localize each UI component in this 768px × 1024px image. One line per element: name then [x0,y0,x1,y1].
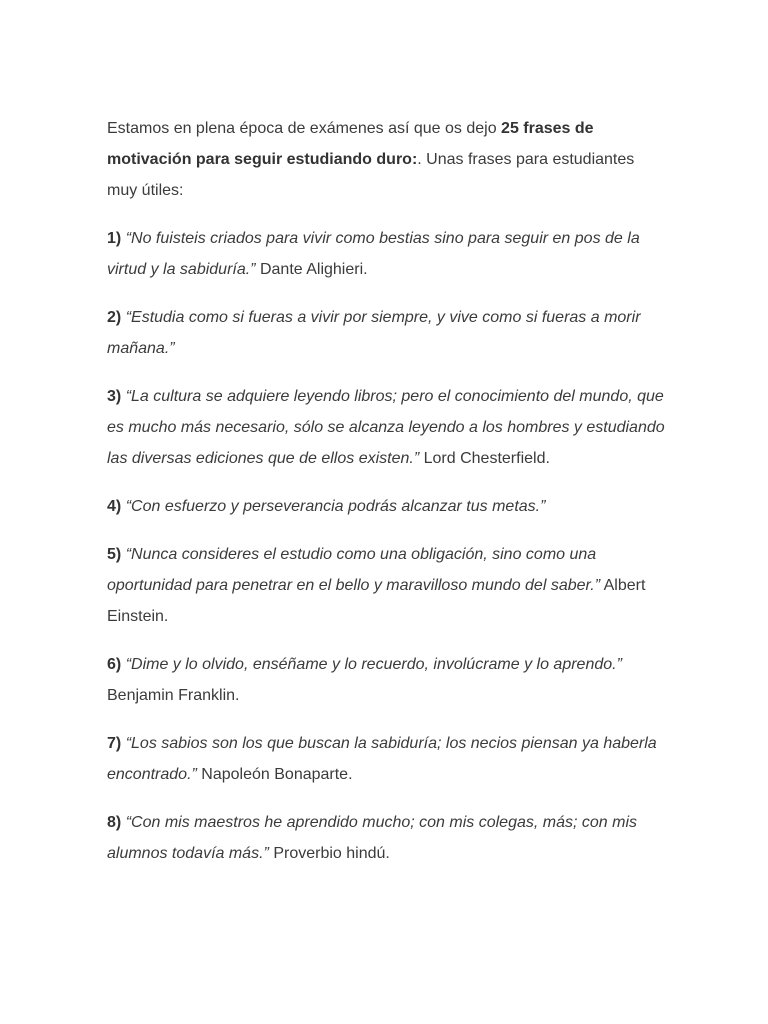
quote-author: Dante Alighieri. [259,261,368,278]
quote-number: 6) [107,656,122,673]
quote-item-8 [107,807,667,869]
quote-author: Albert Einstein. [107,577,646,625]
quote-number: 1) [107,230,122,247]
quote-author: Benjamin Franklin. [107,687,240,704]
quote-number: 7) [107,735,122,752]
quote-number: 2) [107,309,122,326]
quote-text: “Dime y lo olvido, enséñame y lo recuerdo, involúcrame y lo aprendo.” [125,656,622,673]
intro-paragraph [107,113,667,206]
quote-item-5 [107,539,667,632]
quote-author: Napoleón Bonaparte. [201,766,353,783]
intro-text-bold: 25 frases de motivación para seguir estudiando duro: [107,120,594,168]
article-body [107,113,667,886]
quote-number: 4) [107,498,122,515]
quote-number: 5) [107,546,122,563]
quote-text: “Con mis maestros he aprendido mucho; con mis colegas, más; con mis alumnos todavía más.” [107,814,638,862]
intro-text-after: . Unas frases para estudiantes muy útiles: [107,151,635,199]
quote-number: 8) [107,814,122,831]
quote-text: “Los sabios son los que buscan la sabiduría; los necios piensan ya haberla encontrado.” [107,735,657,783]
quote-text: “No fuisteis criados para vivir como bestias sino para seguir en pos de la virtud y la sabiduría.” [107,230,640,278]
quote-author: Proverbio hindú. [273,845,390,862]
quote-item-6 [107,649,667,711]
quote-text: “Nunca consideres el estudio como una obligación, sino como una oportunidad para penetrar en el bello y maravilloso mundo del saber.” [107,546,601,594]
quote-item-1 [107,223,667,285]
quote-text: “La cultura se adquiere leyendo libros; pero el conocimiento del mundo, que es mucho más necesario, sólo se alcanza leyendo a los hombres y estudiando las diversas ediciones que de ellos existen.” [107,388,665,467]
quote-item-3 [107,381,667,474]
quote-item-2 [107,302,667,364]
quote-number: 3) [107,388,122,405]
intro-text-before: Estamos en plena época de exámenes así que os dejo [107,120,502,137]
quote-text: “Con esfuerzo y perseverancia podrás alcanzar tus metas.” [125,498,546,515]
quote-item-7 [107,728,667,790]
quote-text: “Estudia como si fueras a vivir por siempre, y vive como si fueras a morir mañana.” [107,309,641,357]
quote-author: Lord Chesterfield. [423,450,550,467]
quote-item-4 [107,491,667,522]
